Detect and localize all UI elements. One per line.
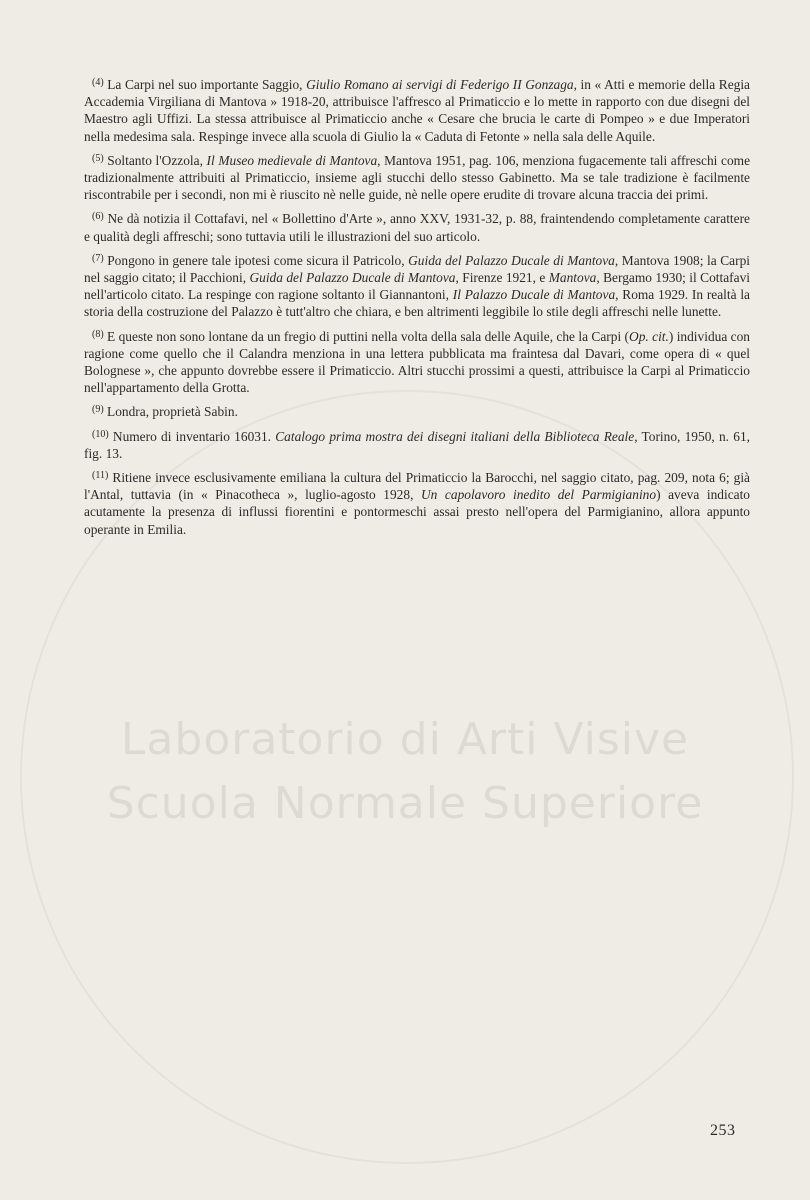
footnote-number: (8) [92, 328, 104, 340]
footnote-title: Un capolavoro inedito del Parmigianino [421, 487, 657, 503]
footnote-title: Giulio Romano ai servigi di Federigo II Gonzaga [306, 77, 574, 92]
footnote-number: (4) [92, 77, 104, 88]
footnote-6 [84, 208, 750, 244]
footnote-text: , Mantova 1951, pag. 106, menziona fugacemente tali affreschi come tradizionalmente attribuiti al Primaticcio, insieme agli stucchi dello stesso Gabinetto. Ma se tale tradizione è facilmente riscontrabile per i secondi, non mi è riuscito nè nelle guide, nè nelle opere erudite di trovare alcuna traccia dei primi. [84, 152, 751, 203]
watermark-line-1: Laboratorio di Arti Visive [120, 714, 690, 765]
footnote-text: , Bergamo 1930; il Cottafavi nell'articolo citato. La respinge con ragione soltanto il Giannantoni, [84, 270, 750, 303]
footnote-text: E queste non sono lontane da un fregio di puttini nella volta della sala delle Aquile, che la Carpi ( [103, 328, 630, 344]
footnote-title: Mantova [548, 270, 597, 286]
footnote-5 [84, 150, 750, 204]
watermark-line-2: Scuola Normale Superiore [106, 778, 704, 829]
footnote-title: Il Palazzo Ducale di Mantova [452, 287, 616, 303]
footnote-text: Numero di inventario 16031. [108, 428, 276, 444]
footnote-number: (5) [92, 152, 104, 164]
page-number: 253 [710, 1122, 736, 1139]
footnote-number: (6) [92, 211, 104, 223]
footnote-title: Catalogo prima mostra dei disegni italiani della Biblioteca Reale [275, 428, 635, 444]
footnote-text: , in « Atti e memorie della Regia Accademia Virgiliana di Mantova » 1918-20, attribuisce l'affresco al Primaticcio e lo mette in rapporto con due disegni del Maestro agli Uffizi. La stessa attribuisce al Primaticcio anche « Cesare che brucia le carte di Pompeo » e due Imperatori nella medesima sala. Respinge invece alla scuola di Giulio la « Caduta di Fetonte » nella sala delle Aquile. [84, 77, 750, 144]
footnote-number: (7) [92, 252, 104, 264]
footnote-8 [84, 326, 750, 397]
footnote-10 [84, 426, 750, 462]
footnote-text: Londra, proprietà Sabin. [103, 404, 238, 420]
footnote-text: , Mantova 1908; la Carpi nel saggio citato; il Pacchioni, [84, 252, 750, 286]
footnote-text: , Firenze 1921, e [455, 270, 549, 286]
footnote-number: (9) [92, 404, 104, 416]
footnote-7 [84, 250, 750, 321]
footnote-text: Ne dà notizia il Cottafavi, nel « Bollettino d'Arte », anno XXV, 1931-32, p. 88, fraintendendo completamente carattere e qualità degli affreschi; sono tuttavia utili le illustrazioni del suo articolo. [84, 211, 750, 244]
footnote-text: , Torino, 1950, n. 61, fig. 13. [84, 428, 750, 461]
footnote-text: ) individua con ragione come quello che il Calandra menziona in una lettera pubblicata ma fraintesa dal Davari, come opera di « quel Bolognese », che appunto dovrebbe essere il Primaticcio. Altri stucchi prossimi a questi, attribuisce la Carpi al Primaticcio nell'appartamento della Grotta. [84, 328, 750, 396]
footnote-title: Guida del Palazzo Ducale di Mantova [249, 270, 456, 286]
footnote-text: Ritiene invece esclusivamente emiliana la cultura del Primaticcio la Barocchi, nel saggio citato, pag. 209, nota 6; già l'Antal, tuttavia (in « Pinacotheca », luglio-agosto 1928, [84, 470, 750, 503]
footnote-text: ) aveva indicato acutamente la presenza di influssi fiorentini e pontormeschi assai presto nell'opera del Parmigianino, allora appunto operante in Emilia. [84, 487, 751, 537]
footnote-title: Il Museo medievale di Mantova [206, 152, 378, 168]
footnote-title: Op. cit. [629, 328, 669, 344]
footnote-4 [84, 74, 750, 145]
footnote-number: (10) [92, 428, 109, 440]
footnote-text: , Roma 1929. In realtà la storia della costruzione del Palazzo è tutt'altro che chiara, e ben altrimenti leggibile lo stile degli affreschi nelle lunette. [84, 287, 751, 320]
footnotes [84, 74, 750, 543]
footnote-11 [84, 467, 750, 538]
footnote-text: La Carpi nel suo importante Saggio, [103, 77, 307, 92]
footnote-title: Guida del Palazzo Ducale di Mantova [408, 252, 615, 268]
footnote-text: Pongono in genere tale ipotesi come sicura il Patricolo, [103, 252, 409, 268]
footnote-number: (11) [92, 470, 109, 482]
footnote-9 [84, 401, 750, 420]
footnote-text: Soltanto l'Ozzola, [103, 152, 207, 168]
